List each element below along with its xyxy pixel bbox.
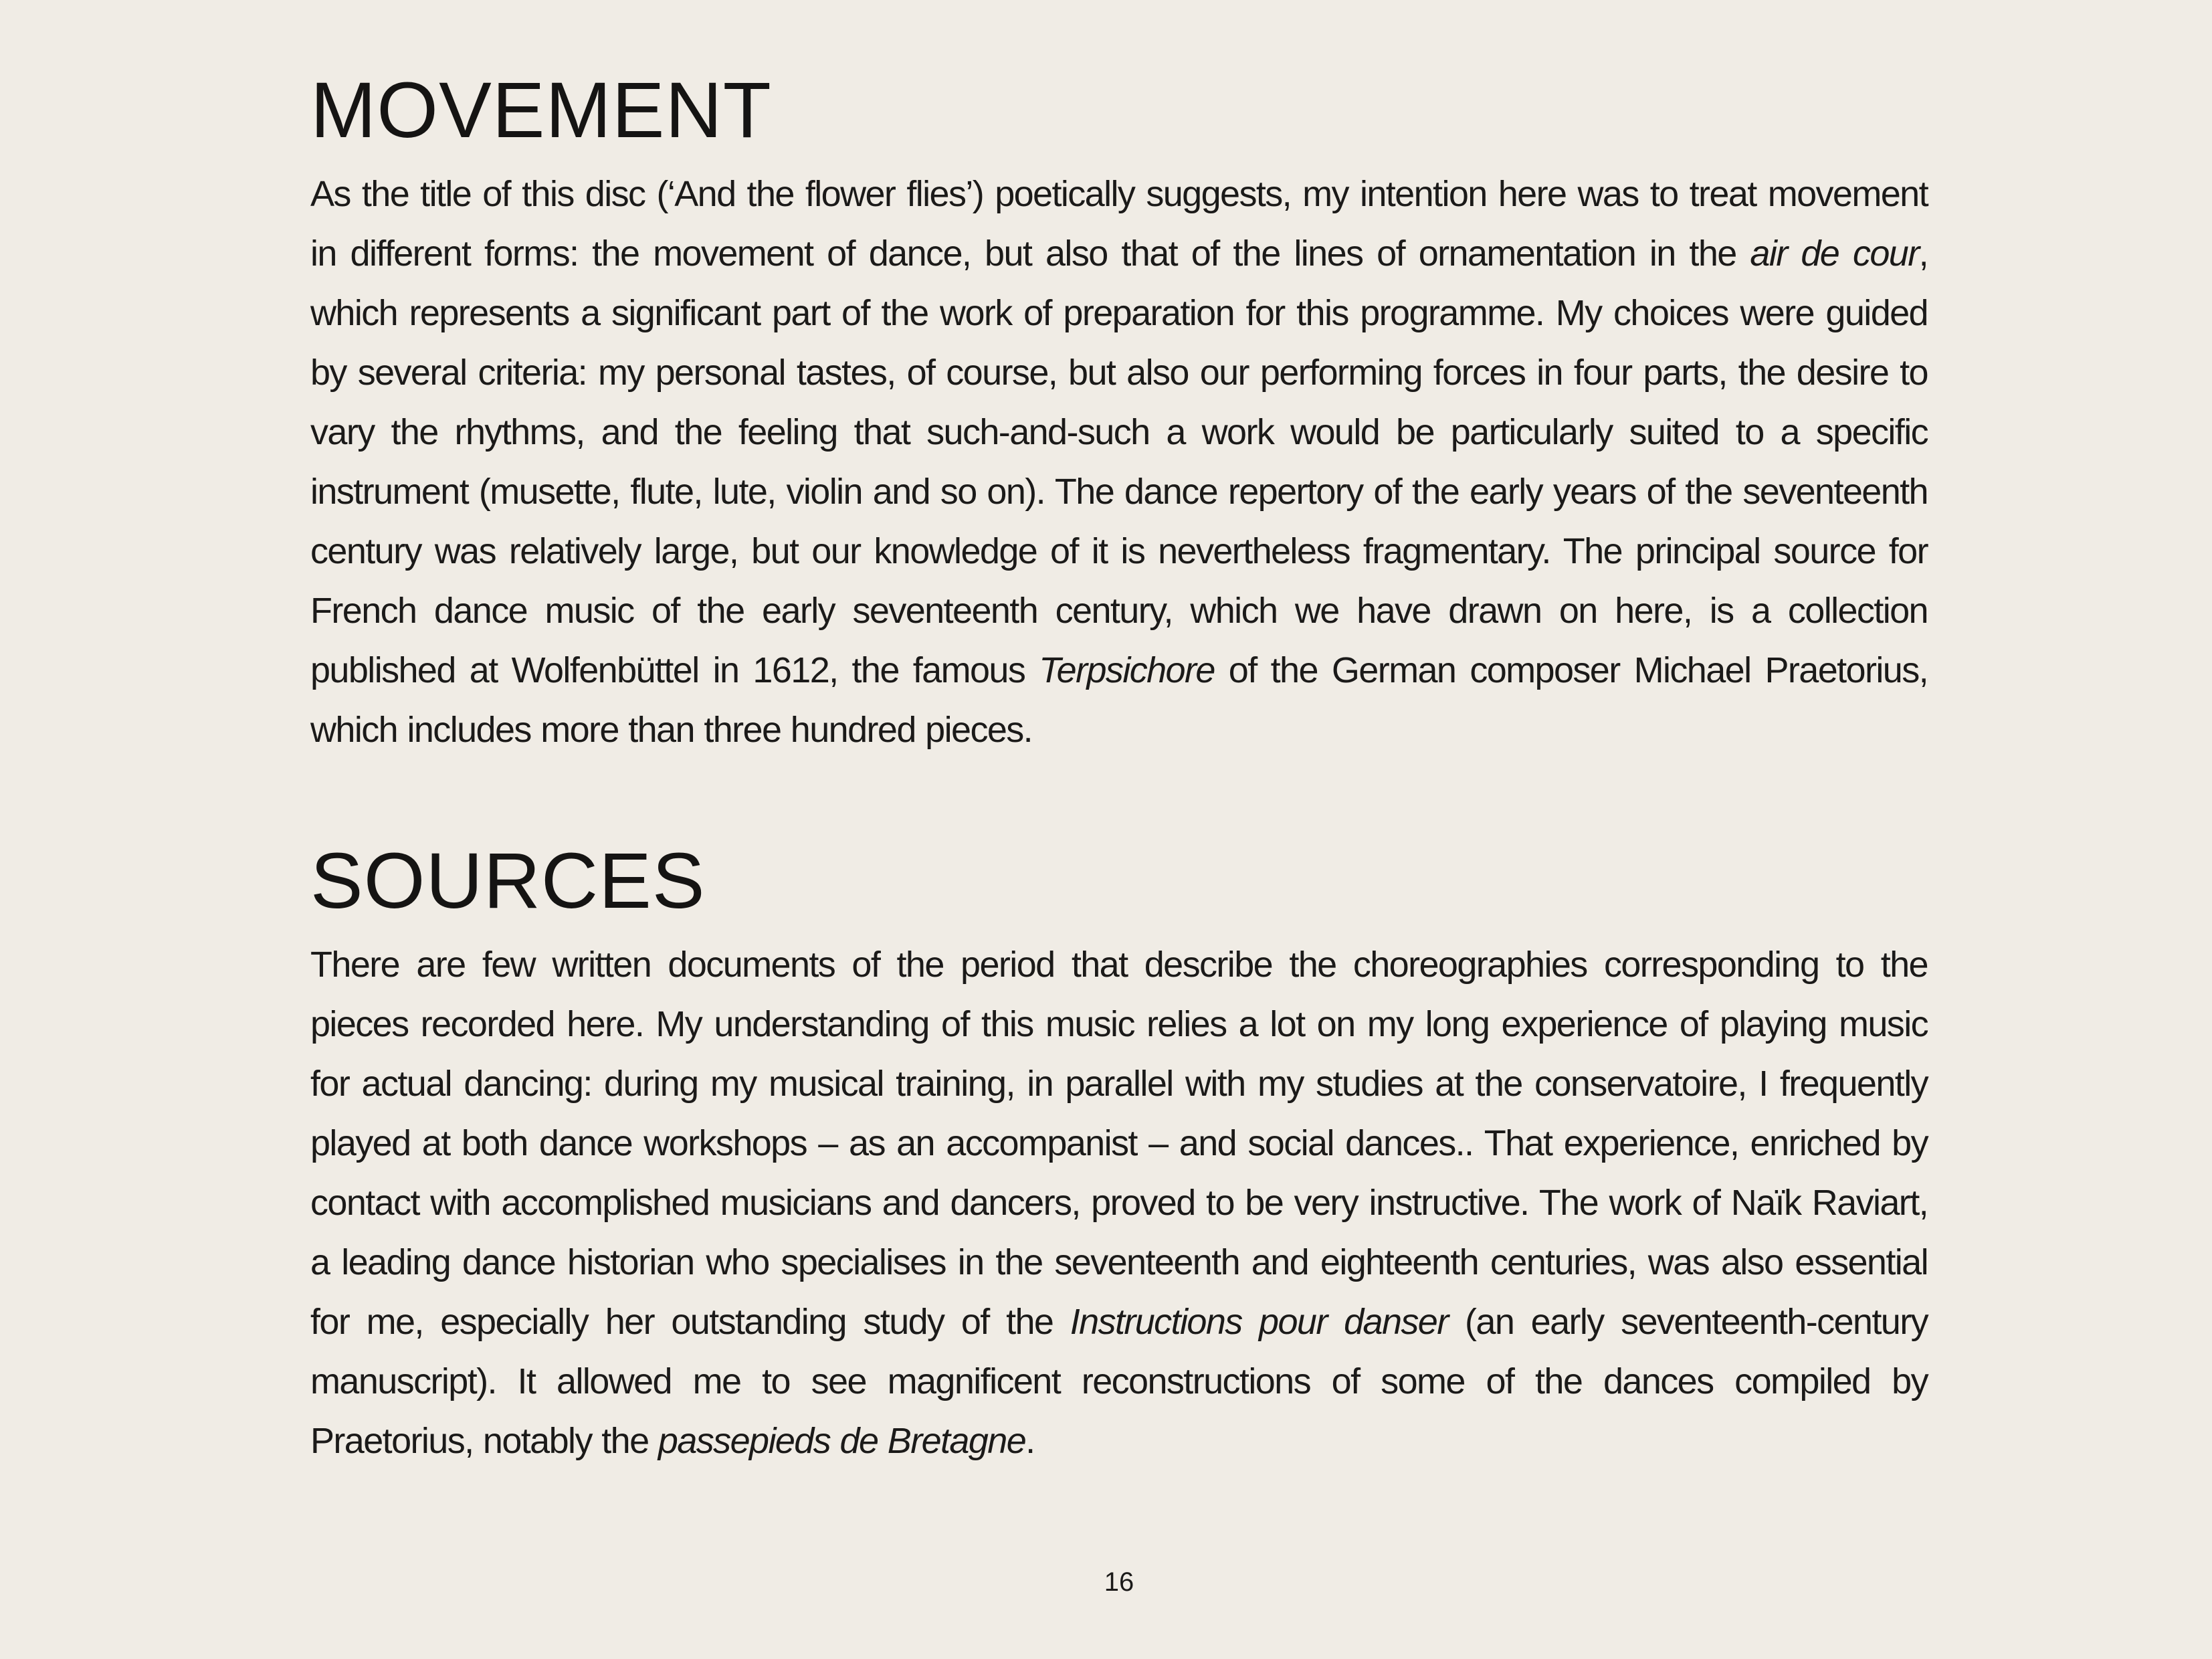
sources-paragraph: There are few written documents of the period that describe the choreographies corresponding to the pieces recorded here. My understanding of this music relies a lot on my long experience of playing music for actual dancing: during my musical training, in parallel with my studies at the conservatoire, I frequently played at both dance workshops – as an accompanist – and social dances.. That experience, enriched by contact with accomplished musicians and dancers, proved to be very instructive. The work of Naïk Raviart, a leading dance historian who specialises in the seventeenth and eighteenth centuries, was also essential for me, especially her outstanding study of the Instructions pour danser (an early seventeenth-century manuscript). It allowed me to see magnificent reconstructions of some of the dances compiled by Praetorius, notably the passepieds de Bretagne. (310, 945, 1928, 1461)
italic-title: Instructions pour danser (1070, 1302, 1448, 1342)
italic-title: Terpsichore (1039, 650, 1215, 690)
sources-heading: SOURCES (310, 837, 706, 925)
italic-title: passepieds de Bretagne (658, 1421, 1026, 1461)
italic-title: air de cour (1750, 233, 1919, 274)
page-number: 16 (1104, 1567, 1134, 1597)
movement-heading: MOVEMENT (310, 66, 772, 155)
movement-paragraph: As the title of this disc (‘And the flower flies’) poetically suggests, my intention here was to treat movement in different forms: the movement of dance, but also that of the lines of ornamentation in the air de cour, which represents a significant part of the work of preparation for this programme. My choices were guided by several criteria: my personal tastes, of course, but also our performing forces in four parts, the desire to vary the rhythms, and the feeling that such-and-such a work would be particularly suited to a specific instrument (musette, flute, lute, violin and so on). The dance repertory of the early years of the seventeenth century was relatively large, but our knowledge of it is nevertheless fragmentary. The principal source for French dance music of the early seventeenth century, which we have drawn on here, is a collection published at Wolfenbüttel in 1612, the famous Terpsichore of the German composer Michael Praetorius, which includes more than three hundred pieces. (310, 174, 1928, 750)
document-page (310, 0, 1928, 1659)
